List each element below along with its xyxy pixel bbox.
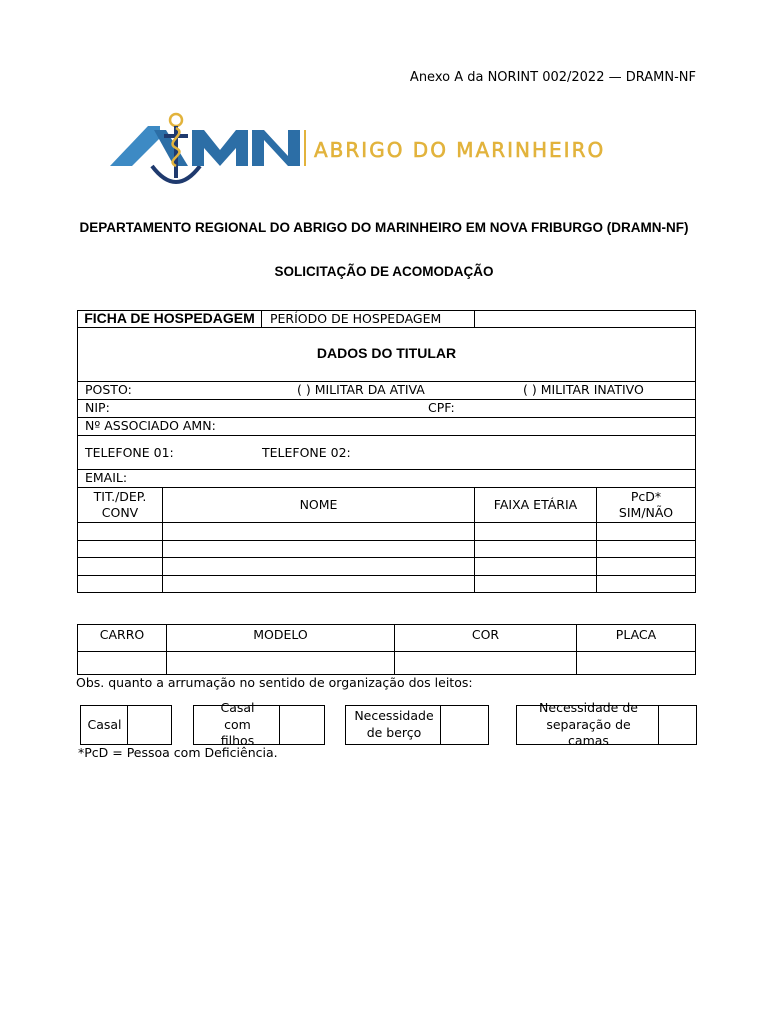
ficha-table xyxy=(77,310,696,593)
option-berco[interactable] xyxy=(345,705,489,745)
associado-label[interactable]: Nº ASSOCIADO AMN: xyxy=(85,418,216,433)
col-cor: COR xyxy=(471,627,500,643)
option-casal-filhos[interactable] xyxy=(193,699,325,749)
periodo-label: PERÍODO DE HOSPEDAGEM xyxy=(270,311,442,326)
option-casal-filhos-checkbox[interactable] xyxy=(279,706,324,744)
periodo-field[interactable] xyxy=(475,311,696,327)
nip-label[interactable]: NIP: xyxy=(85,400,110,415)
option-separacao-checkbox[interactable] xyxy=(658,706,696,744)
option-separacao[interactable] xyxy=(516,699,697,749)
option-casal-checkbox[interactable] xyxy=(127,706,171,744)
form-title: SOLICITAÇÃO DE ACOMODAÇÃO xyxy=(274,264,494,279)
militar-ativa-option[interactable]: ( ) MILITAR DA ATIVA xyxy=(297,382,425,397)
option-berco-label: Necessidade de berço xyxy=(354,708,434,740)
option-berco-checkbox[interactable] xyxy=(440,706,488,744)
logo-text: ABRIGO DO MARINHEIRO xyxy=(314,138,606,162)
option-separacao-label: Necessidade de separação de camas xyxy=(539,699,638,749)
posto-label[interactable]: POSTO: xyxy=(85,382,132,397)
logo xyxy=(108,108,660,190)
militar-inativo-option[interactable]: ( ) MILITAR INATIVO xyxy=(523,382,644,397)
annex-reference: Anexo A da NORINT 002/2022 — DRAMN-NF xyxy=(409,70,696,85)
col-modelo: MODELO xyxy=(253,627,308,643)
cpf-label[interactable]: CPF: xyxy=(428,400,455,415)
col-pcd: PcD* SIM/NÃO xyxy=(618,489,674,520)
option-casal[interactable] xyxy=(80,705,172,745)
telefone2-label[interactable]: TELEFONE 02: xyxy=(262,445,351,460)
col-nome: NOME xyxy=(299,497,338,513)
department-title: DEPARTAMENTO REGIONAL DO ABRIGO DO MARINHEIRO EM NOVA FRIBURGO (DRAMN-NF) xyxy=(79,220,689,235)
footnote: *PcD = Pessoa com Deficiência. xyxy=(78,745,278,760)
carro-table xyxy=(77,624,696,675)
option-casal-label: Casal xyxy=(87,716,122,732)
email-label[interactable]: EMAIL: xyxy=(85,470,128,485)
col-carro: CARRO xyxy=(99,627,145,643)
telefone1-label[interactable]: TELEFONE 01: xyxy=(85,445,174,460)
ficha-label: FICHA DE HOSPEDAGEM xyxy=(84,310,255,326)
option-casal-filhos-label: Casal com filhos xyxy=(220,699,255,749)
col-tit-dep: TIT./DEP. CONV xyxy=(93,489,147,520)
dados-titular-heading: DADOS DO TITULAR xyxy=(316,345,457,362)
col-faixa-etaria: FAIXA ETÁRIA xyxy=(493,497,578,513)
col-placa: PLACA xyxy=(615,627,657,643)
obs-text: Obs. quanto a arrumação no sentido de organização dos leitos: xyxy=(76,675,473,690)
